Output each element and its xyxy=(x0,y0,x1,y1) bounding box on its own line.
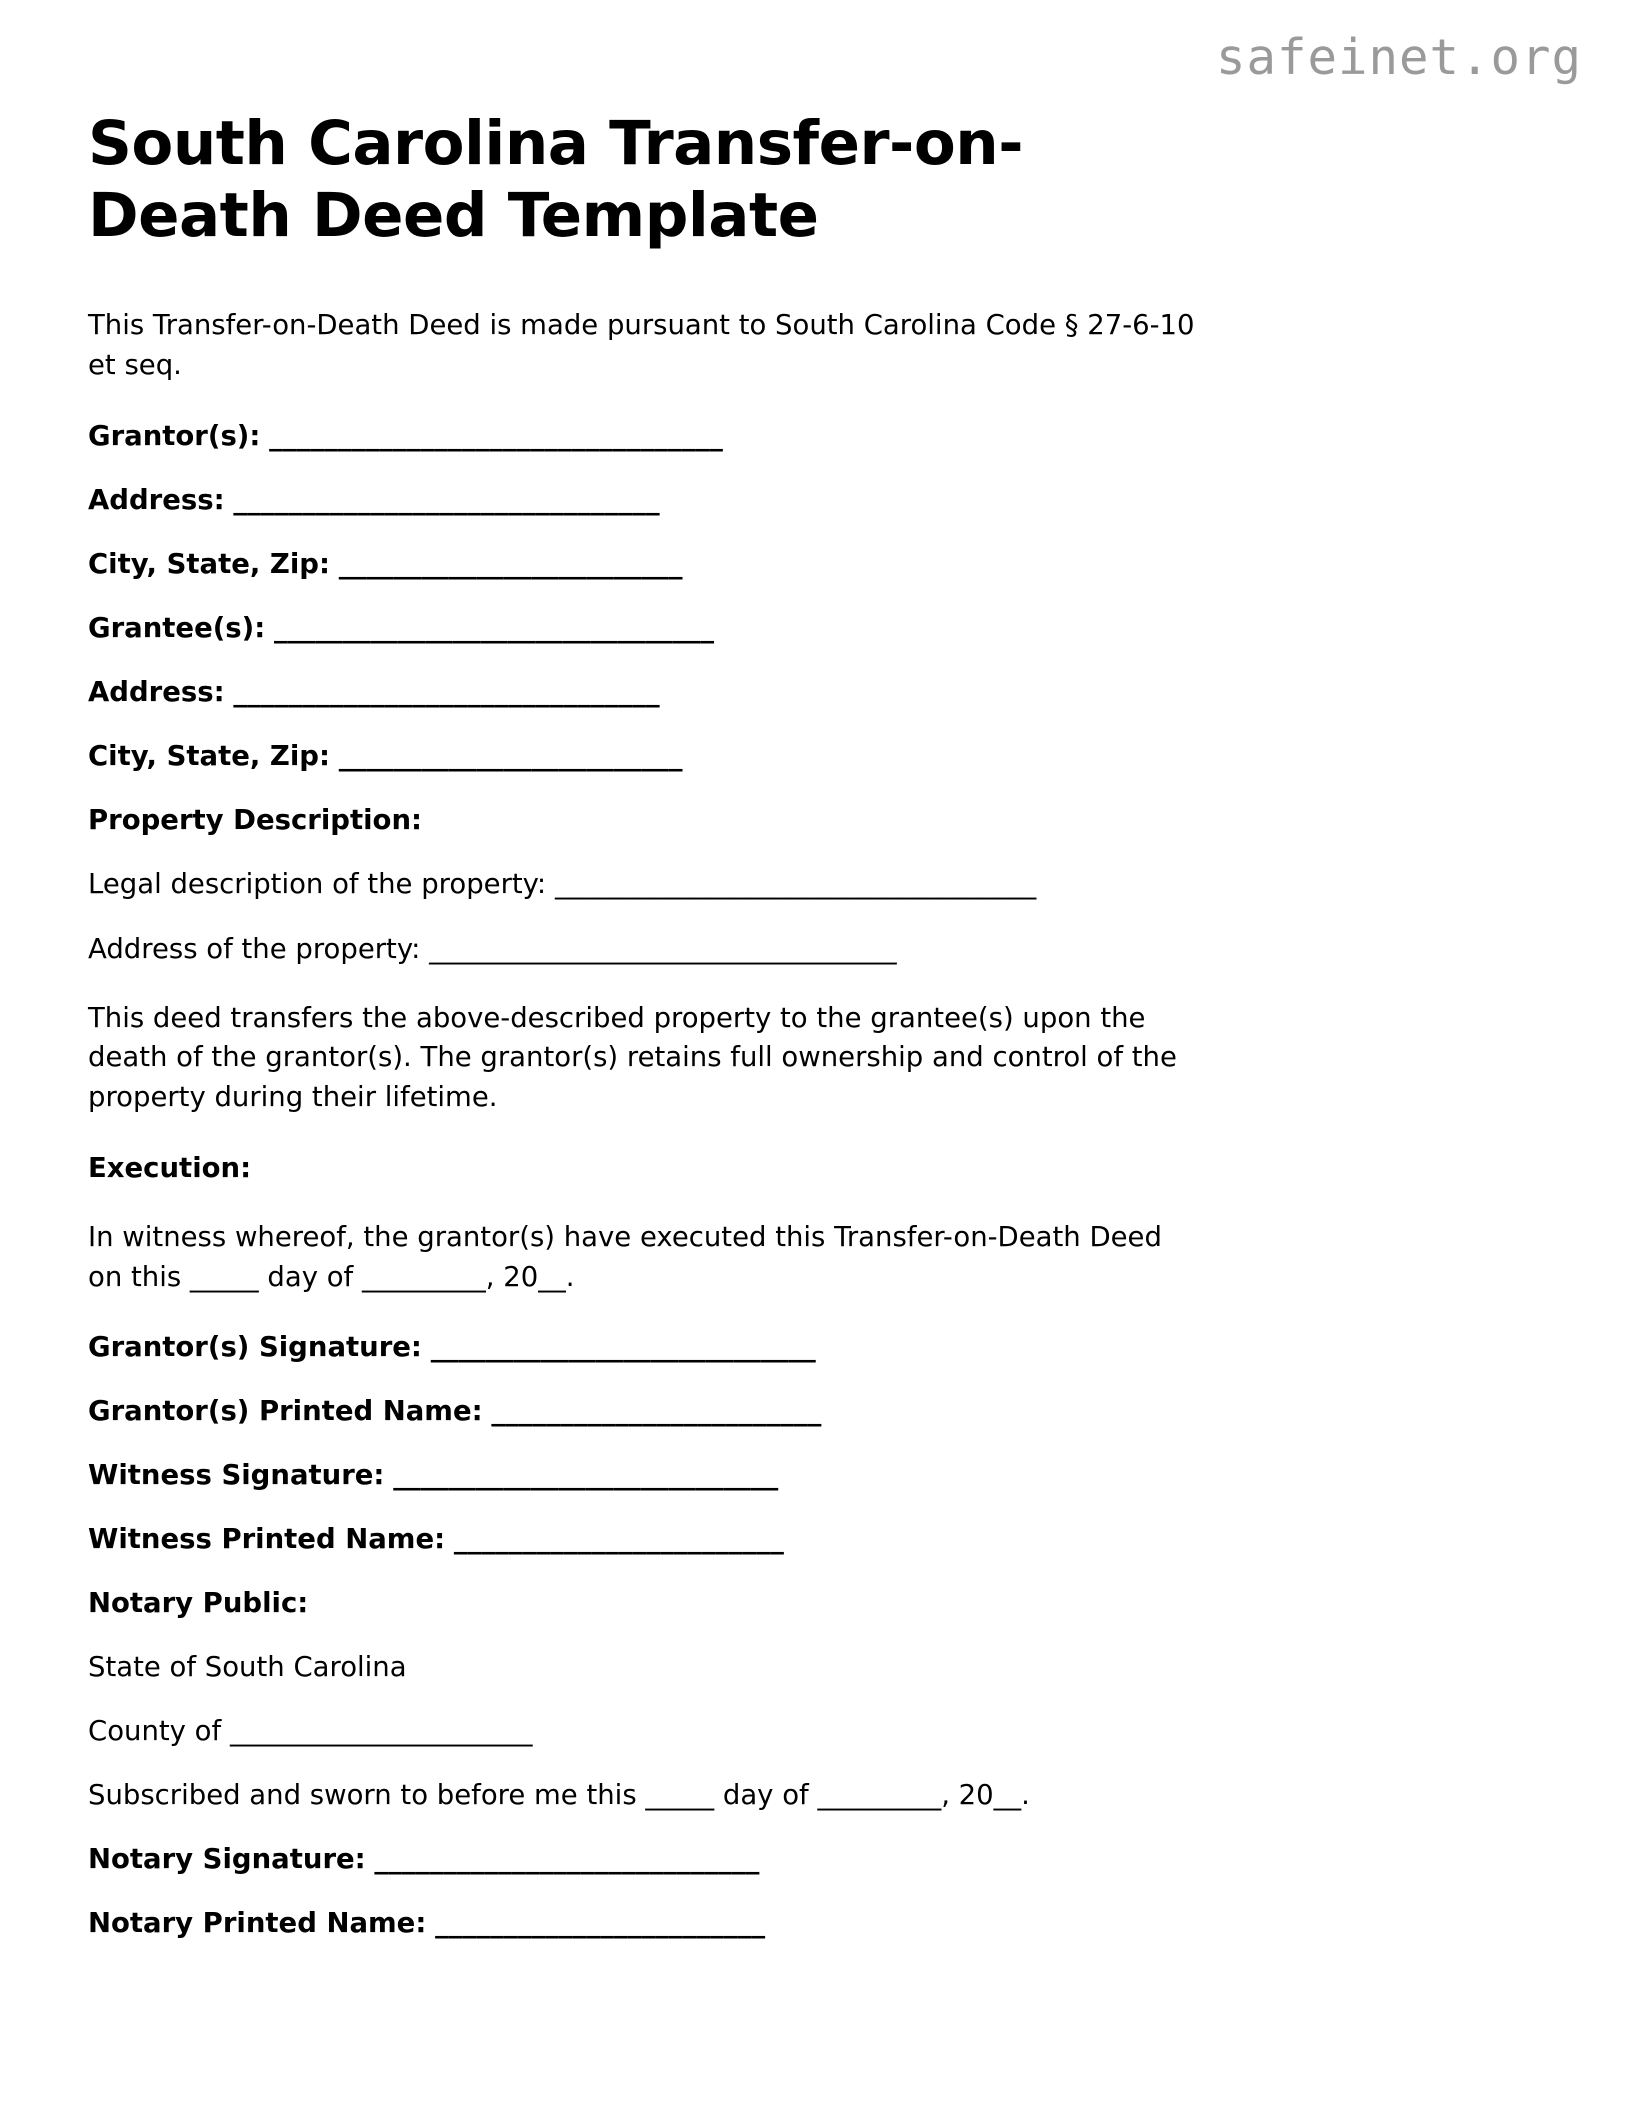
gap xyxy=(88,520,1556,545)
gap xyxy=(88,1188,1556,1218)
field-label-witness-printed-name: Witness Printed Name: xyxy=(88,1522,446,1555)
field-label-grantee-address: Address: xyxy=(88,676,225,709)
gap xyxy=(88,1298,1556,1328)
section-heading-notary-public: Notary Public: xyxy=(88,1586,309,1619)
field-row-witness-signature xyxy=(88,1456,1556,1495)
field-blank-grantor-citystatezip[interactable]: _________________________ xyxy=(338,548,683,581)
field-blank-grantor-signature[interactable]: ____________________________ xyxy=(430,1330,816,1363)
field-row-notary-signature xyxy=(88,1840,1556,1879)
gap xyxy=(88,1879,1556,1904)
field-label-grantor-address: Address: xyxy=(88,484,225,517)
section-heading-execution: Execution: xyxy=(88,1152,252,1185)
intro-paragraph: This Transfer-on-Death Deed is made pursuant to South Carolina Code § 27-6-10 et seq. xyxy=(88,308,1195,381)
field-row-property-address xyxy=(88,930,1556,969)
gap xyxy=(88,1815,1556,1840)
field-row-legal-description xyxy=(88,865,1556,904)
gap xyxy=(88,712,1556,737)
transfer-clause-paragraph: This deed transfers the above-described property to the grantee(s) upon the death of the grantor(s). The grantor(s) retains full ownership and control of the property during their lifetime. xyxy=(88,1001,1177,1113)
field-label-grantee-citystatezip: City, State, Zip: xyxy=(88,740,330,773)
field-blank-grantor-address[interactable]: _______________________________ xyxy=(233,484,660,517)
gap xyxy=(88,905,1556,930)
field-row-grantor-citystatezip xyxy=(88,545,1556,584)
field-blank-legal-description[interactable]: ___________________________________ xyxy=(554,868,1037,901)
field-row-witness-printed-name xyxy=(88,1520,1556,1559)
gap xyxy=(88,840,1556,865)
field-label-grantor-printed-name: Grantor(s) Printed Name: xyxy=(88,1394,483,1427)
field-blank-grantor-printed-name[interactable]: ________________________ xyxy=(491,1394,822,1427)
field-row-county xyxy=(88,1712,1556,1751)
field-blank-grantee-citystatezip[interactable]: _________________________ xyxy=(338,740,683,773)
field-row-notary-printed-name xyxy=(88,1904,1556,1943)
gap xyxy=(88,1623,1556,1648)
gap xyxy=(88,1431,1556,1456)
field-blank-grantor[interactable]: _________________________________ xyxy=(269,420,723,453)
gap xyxy=(88,648,1556,673)
field-blank-witness-signature[interactable]: ____________________________ xyxy=(393,1458,779,1491)
section-heading-property-description: Property Description: xyxy=(88,804,423,837)
field-blank-witness-printed-name[interactable]: ________________________ xyxy=(453,1522,784,1555)
field-label-grantor-citystatezip: City, State, Zip: xyxy=(88,548,330,581)
field-row-grantee-citystatezip xyxy=(88,737,1556,776)
field-label-county: County of xyxy=(88,1714,222,1747)
field-label-grantee: Grantee(s): xyxy=(88,612,266,645)
field-blank-property-address[interactable]: __________________________________ xyxy=(429,932,897,965)
gap xyxy=(88,1559,1556,1584)
field-row-grantee xyxy=(88,609,1556,648)
field-blank-notary-signature[interactable]: ____________________________ xyxy=(374,1842,760,1875)
gap xyxy=(88,456,1556,481)
gap xyxy=(88,969,1556,999)
field-blank-grantee[interactable]: ________________________________ xyxy=(273,612,714,645)
witness-whereof-paragraph: In witness whereof, the grantor(s) have executed this Transfer-on-Death Deed on this _____ day of _________, 20__. xyxy=(88,1221,1162,1293)
title-spacer xyxy=(88,252,1556,306)
field-label-property-address: Address of the property: xyxy=(88,932,421,965)
gap xyxy=(88,1117,1556,1149)
field-blank-county[interactable]: ______________________ xyxy=(229,1714,533,1747)
field-row-grantor-address xyxy=(88,481,1556,520)
notary-state-line: State of South Carolina xyxy=(88,1650,407,1683)
gap xyxy=(88,584,1556,609)
page-title: South Carolina Transfer-on-Death Deed Template xyxy=(88,108,1024,251)
gap xyxy=(88,1495,1556,1520)
gap xyxy=(88,1751,1556,1776)
field-label-witness-signature: Witness Signature: xyxy=(88,1458,385,1491)
field-label-legal-description: Legal description of the property: xyxy=(88,868,547,901)
field-blank-notary-printed-name[interactable]: ________________________ xyxy=(435,1906,766,1939)
field-row-grantor-signature xyxy=(88,1328,1556,1367)
field-label-grantor-signature: Grantor(s) Signature: xyxy=(88,1330,422,1363)
gap xyxy=(88,776,1556,801)
field-label-notary-printed-name: Notary Printed Name: xyxy=(88,1906,427,1939)
subscribed-sworn-line: Subscribed and sworn to before me this _____ day of _________, 20__. xyxy=(88,1778,1030,1811)
field-row-grantor xyxy=(88,417,1556,456)
gap xyxy=(88,1687,1556,1712)
field-row-grantor-printed-name xyxy=(88,1392,1556,1431)
field-label-grantor: Grantor(s): xyxy=(88,420,261,453)
site-watermark: safeinet.org xyxy=(1215,29,1582,86)
gap xyxy=(88,1367,1556,1392)
field-blank-grantee-address[interactable]: _______________________________ xyxy=(233,676,660,709)
field-label-notary-signature: Notary Signature: xyxy=(88,1842,366,1875)
gap xyxy=(88,385,1556,417)
field-row-grantee-address xyxy=(88,673,1556,712)
